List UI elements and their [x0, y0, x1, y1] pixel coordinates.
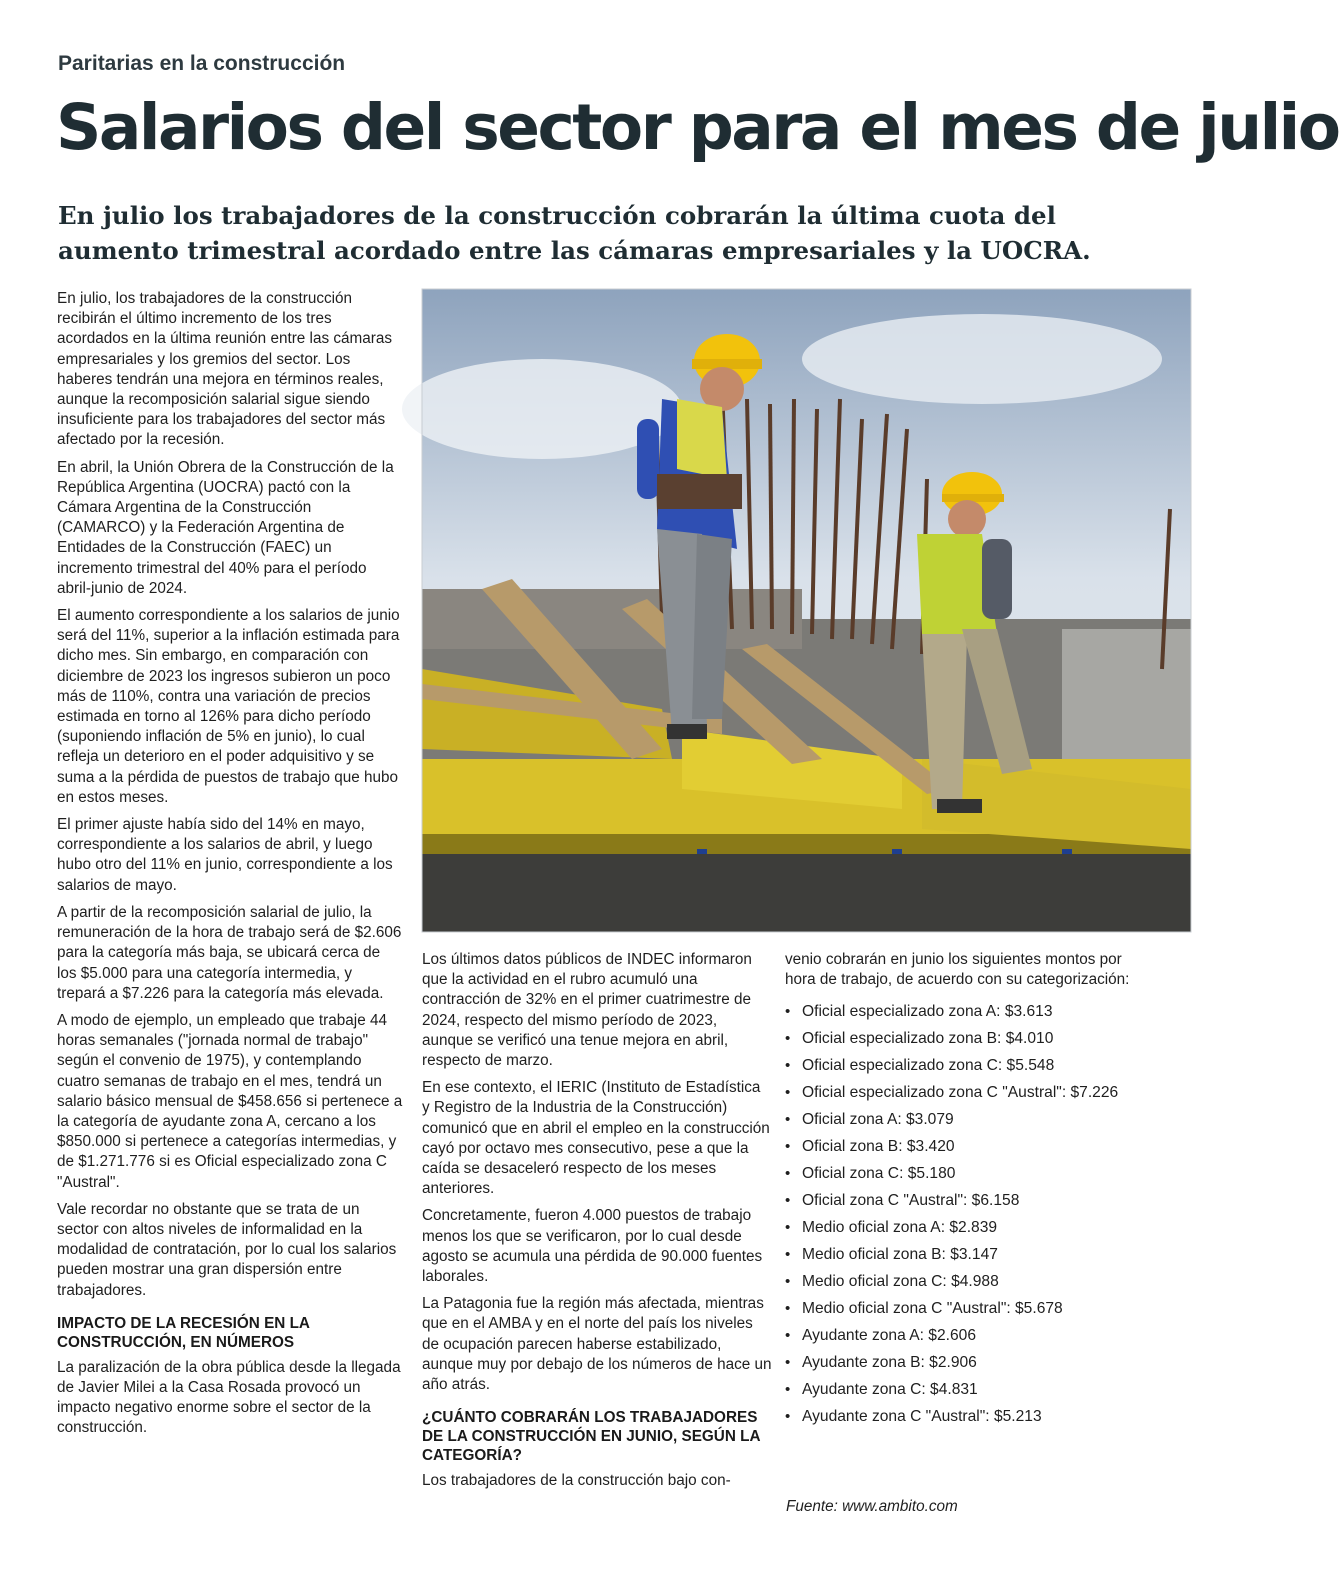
list-item: • Medio oficial zona C: $4.988 — [785, 1272, 1140, 1292]
salary-list — [785, 1002, 1140, 1427]
paragraph: La Patagonia fue la región más afectada, mientras que en el AMBA y en el norte del país los niveles de ocupación parecen haberse estabilizado, aunque muy por debajo de los números de hace un año atrás. — [422, 1295, 772, 1394]
paragraph: En ese contexto, el IERIC (Instituto de Estadística y Registro de la Industria de la Construcción) comunicó que en abril el empleo en la construcción cayó por octavo mes consecutivo, pese a que la caída se desaceleró respecto de los meses anteriores. — [422, 1079, 770, 1198]
paragraph: A partir de la recomposición salarial de julio, la remuneración de la hora de trabajo será de $2.606 para la categoría más baja, se ubicará cerca de los $5.000 para una categoría intermedia, y trepará a $7.226 para la categoría más elevada. — [57, 903, 402, 1002]
paragraph: venio cobrarán en junio los siguientes montos por hora de trabajo, de acuerdo con su categorización: — [785, 951, 1130, 989]
paragraph: El aumento correspondiente a los salarios de junio será del 11%, superior a la inflación estimada para dicho mes. Sin embargo, en comparación con diciembre de 2023 los ingresos subieron un poco más de 110%, contra una variación de precios estimada en torno al 126% para dicho período (suponiendo inflación de 5% en junio), lo cual refleja un deterioro en el poder adquisitivo y se suma a la pérdida de puestos de trabajo que hubo en estos meses. — [57, 607, 400, 806]
article-column-1 — [57, 289, 403, 1446]
construction-workers-photo — [422, 289, 1191, 932]
paragraph: La paralización de la obra pública desde la llegada de Javier Milei a la Casa Rosada provocó un impacto negativo enorme sobre el sector de la construcción. — [57, 1358, 401, 1437]
list-item: • Oficial zona C "Austral": $6.158 — [785, 1191, 1140, 1211]
source-credit: Fuente: www.ambito.com — [786, 1498, 958, 1515]
paragraph: Los trabajadores de la construcción bajo con- — [422, 1472, 731, 1490]
paragraph: Concretamente, fueron 4.000 puestos de trabajo menos los que se verificaron, por lo cual desde agosto se acumula una pérdida de 90.000 fuentes laborales. — [422, 1207, 763, 1286]
list-item: • Medio oficial zona A: $2.839 — [785, 1218, 1140, 1238]
subheading: IMPACTO DE LA RECESIÓN EN LA CONSTRUCCIÓN, EN NÚMEROS — [57, 1314, 310, 1351]
list-item: • Ayudante zona A: $2.606 — [785, 1326, 1140, 1346]
list-item: • Ayudante zona C "Austral": $5.213 — [785, 1407, 1140, 1427]
list-item: • Oficial zona B: $3.420 — [785, 1137, 1140, 1157]
list-item: • Oficial zona C: $5.180 — [785, 1164, 1140, 1184]
article-column-3 — [785, 950, 1140, 1434]
article-headline: Salarios del sector para el mes de julio — [56, 91, 1339, 164]
paragraph: Los últimos datos públicos de INDEC informaron que la actividad en el rubro acumuló una contracción de 32% en el primer cuatrimestre de 2024, respecto del mismo período de 2023, aunque se verificó una tenue mejora en abril, respecto de marzo. — [422, 951, 752, 1070]
paragraph: A modo de ejemplo, un empleado que trabaje 44 horas semanales ("jornada normal de trabajo" según el convenio de 1975), y contemplando cuatro semanas de trabajo en el mes, tendrá un salario básico mensual de $458.656 si pertenece a la categoría de ayudante zona A, cercano a los $850.000 si pertenece a categorías intermedias, y de $1.271.776 si es Oficial especializado zona C "Austral". — [57, 1011, 403, 1191]
list-item: • Oficial zona A: $3.079 — [785, 1110, 1140, 1130]
list-item: • Oficial especializado zona B: $4.010 — [785, 1029, 1140, 1049]
paragraph: El primer ajuste había sido del 14% en mayo, correspondiente a los salarios de abril, y luego hubo otro del 11% en junio, correspondiente a los salarios de mayo. — [57, 816, 393, 894]
paragraph: En abril, la Unión Obrera de la Construcción de la República Argentina (UOCRA) pactó con la Cámara Argentina de la Construcción (CAMARCO) y la Federación Argentina de Entidades de la Construcción (FAEC) un incremento trimestral del 40% para el período abril-junio de 2024. — [57, 458, 394, 597]
article-deck: En julio los trabajadores de la construcción cobrarán la última cuota del aumento trimestral acordado entre las cámaras empresariales y la UOCRA. — [58, 201, 1091, 265]
list-item: • Oficial especializado zona C: $5.548 — [785, 1056, 1140, 1076]
paragraph: Vale recordar no obstante que se trata de un sector con altos niveles de informalidad en la modalidad de contratación, por lo cual los salarios pueden mostrar una gran dispersión entre trabajadores. — [57, 1200, 397, 1299]
section-kicker: Paritarias en la construcción — [58, 52, 346, 75]
paragraph: En julio, los trabajadores de la construcción recibirán el último incremento de los tres acordados en la última reunión entre las cámaras empresariales y los gremios del sector. Los haberes tendrán una mejora en términos reales, aunque la recomposición salarial sigue siendo insuficiente para los trabajadores del sector más afectado por la recesión. — [57, 290, 393, 449]
article-column-2 — [422, 950, 772, 1498]
list-item: • Medio oficial zona C "Austral": $5.678 — [785, 1299, 1140, 1319]
list-item: • Oficial especializado zona C "Austral": $7.226 — [785, 1083, 1140, 1103]
list-item: • Oficial especializado zona A: $3.613 — [785, 1002, 1140, 1022]
list-item: • Medio oficial zona B: $3.147 — [785, 1245, 1140, 1265]
list-item: • Ayudante zona B: $2.906 — [785, 1353, 1140, 1373]
subheading: ¿CUÁNTO COBRARÁN LOS TRABAJADORES DE LA CONSTRUCCIÓN EN JUNIO, SEGÚN LA CATEGORÍA? — [422, 1409, 760, 1465]
list-item: • Ayudante zona C: $4.831 — [785, 1380, 1140, 1400]
